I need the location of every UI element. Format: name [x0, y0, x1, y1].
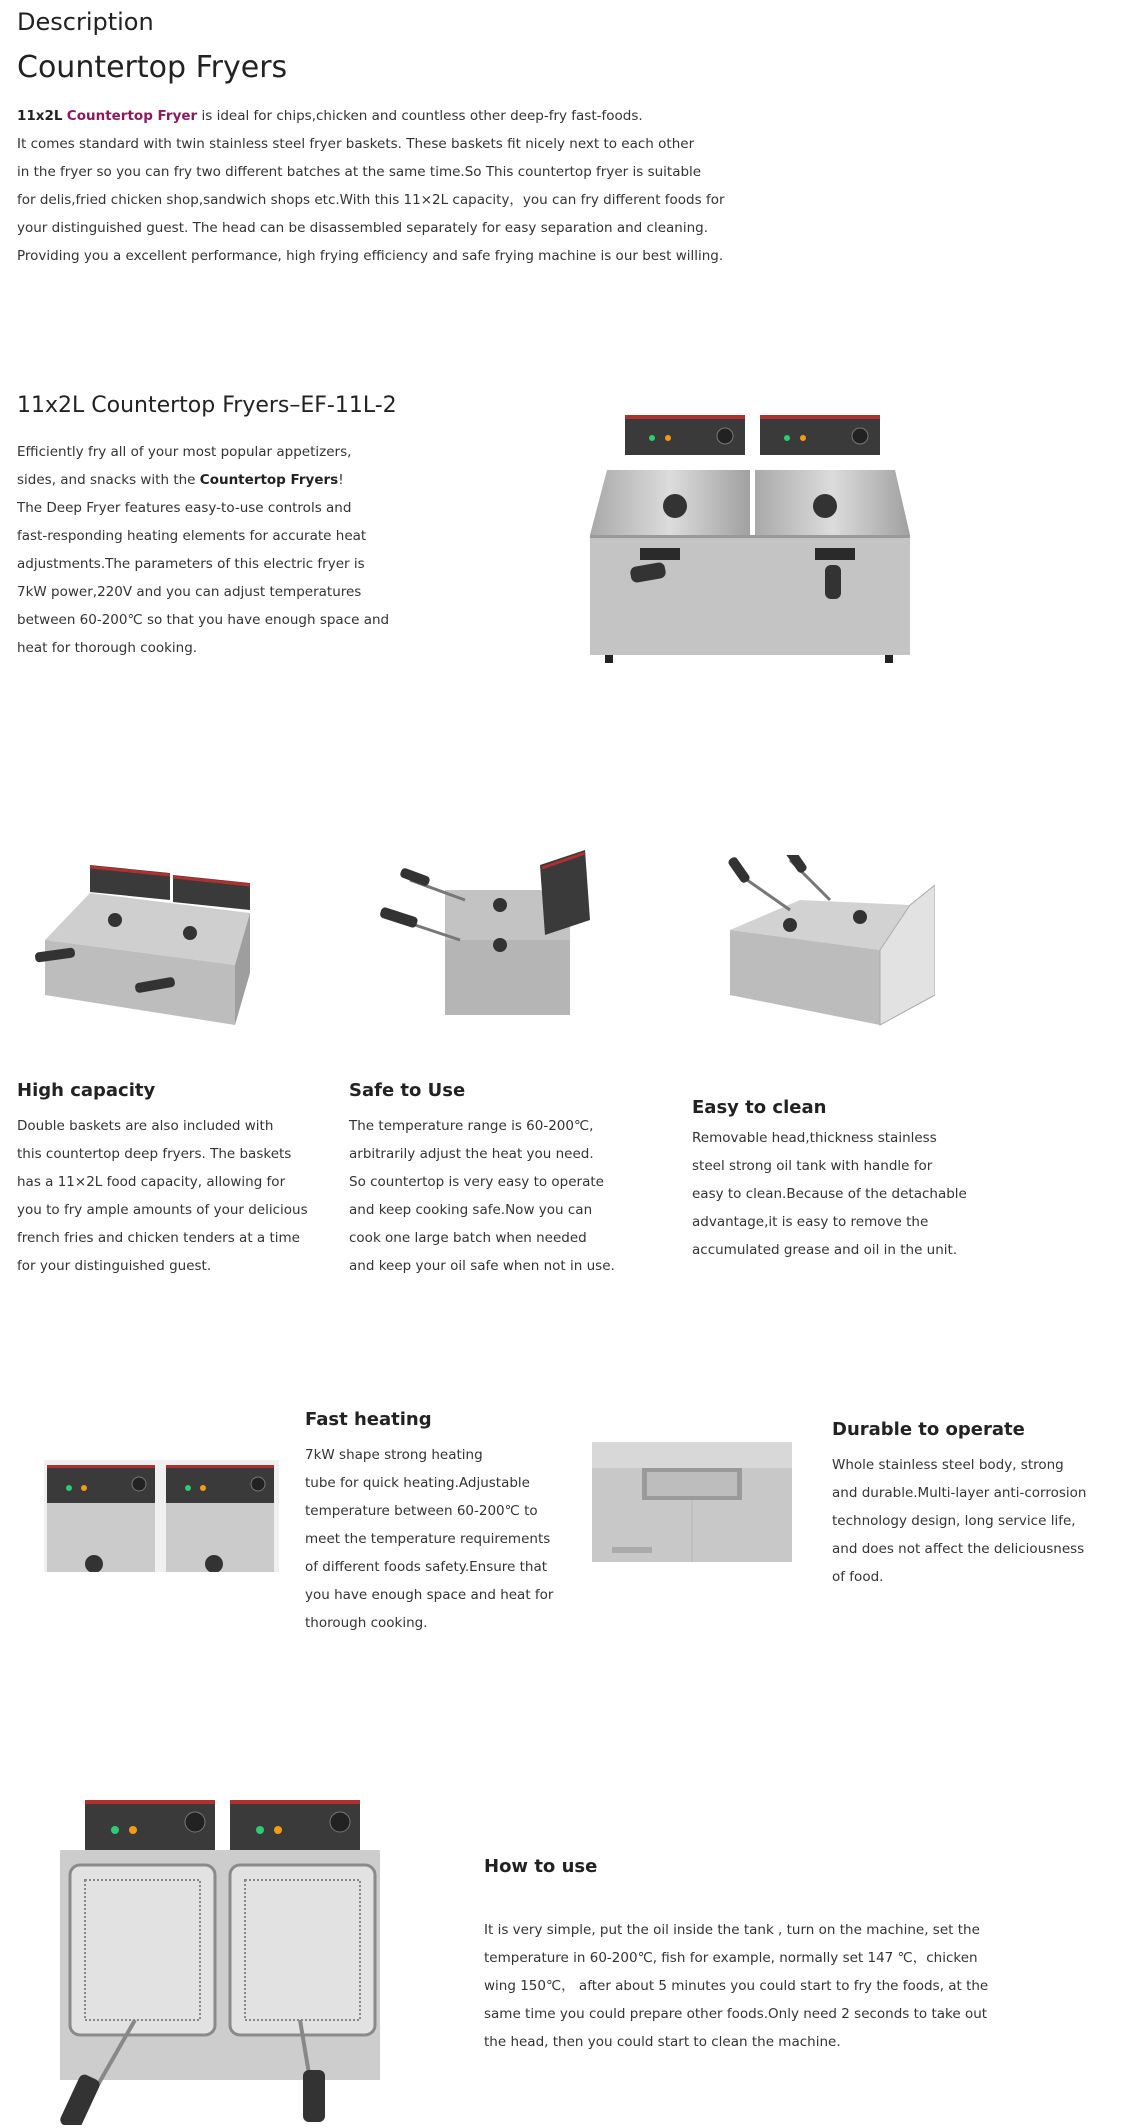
intro-line: in the fryer so you can fry two different batches at the same time.So This countertop fryer is suitable [17, 164, 702, 180]
durable-title: Durable to operate [832, 1419, 1025, 1440]
model-heading: 11x2L Countertop Fryers–EF-11L-2 [17, 393, 397, 418]
model-line: between 60-200℃ so that you have enough space and [17, 612, 390, 628]
safe-to-use-text: The temperature range is 60-200℃, arbitrarily adjust the heat you need. So countertop is very easy to operate and keep cooking safe.Now you can cook one large batch when needed and keep your oil safe when not in use. [349, 1118, 615, 1274]
how-to-use-text: It is very simple, put the oil inside the tank , turn on the machine, set the temperature in 60-200℃, fish for example, normally set 147 ℃，chicken wing 150℃， after about 5 minutes you could start to fry the foods, at the same time you could prepare other foods.Only need 2 seconds to take out the head, then you could start to clean the machine. [484, 1922, 989, 2050]
easy-to-clean-title: Easy to clean [692, 1097, 827, 1118]
countertop-fryer-link[interactable]: Countertop Fryer [66, 108, 198, 124]
model-line: fast-responding heating elements for accurate heat [17, 528, 367, 544]
intro-line: Providing you a excellent performance, high frying efficiency and safe frying machine is our best willing. [17, 248, 724, 264]
intro-lead [17, 102, 717, 130]
fast-heating-title: Fast heating [305, 1409, 432, 1430]
durable-image [592, 1442, 792, 1562]
fast-heating-image [44, 1460, 279, 1572]
fryer-open-image [710, 855, 935, 1035]
intro-line: It comes standard with twin stainless steel fryer baskets. These baskets fit nicely next to each other [17, 136, 695, 152]
high-capacity-text: Double baskets are also included with this countertop deep fryers. The baskets has a 11×2L food capacity, allowing for you to fry ample amounts of your delicious french fries and chicken tenders at a time for your distinguished guest. [17, 1118, 308, 1274]
intro-line: for delis,fried chicken shop,sandwich shops etc.With this 11×2L capacity，you can fry different foods for [17, 192, 725, 208]
countertop-fryers-bold: Countertop Fryers [199, 472, 339, 488]
easy-to-clean-text: Removable head,thickness stainless steel strong oil tank with handle for easy to clean.Because of the detachable advantage,it is easy to remove the accumulated grease and oil in the unit. [692, 1130, 967, 1258]
how-to-use-title: How to use [484, 1856, 598, 1877]
fryer-front-image [585, 410, 915, 670]
fryer-side-image [370, 850, 595, 1030]
fast-heating-text: 7kW shape strong heating tube for quick heating.Adjustable temperature between 60-200℃ to meet the temperature requirements of different foods safety.Ensure that you have enough space and heat for thorough cooking. [305, 1447, 554, 1631]
model-paragraph [17, 438, 397, 662]
model-line: sides, and snacks with the Countertop Fryers! [17, 472, 344, 488]
model-line: Efficiently fry all of your most popular appetizers, [17, 444, 352, 460]
intro-line: your distinguished guest. The head can be disassembled separately for easy separation and cleaning. [17, 220, 709, 236]
intro-lead-bold: 11x2L [17, 108, 63, 124]
model-line: adjustments.The parameters of this electric fryer is [17, 556, 365, 572]
safe-to-use-title: Safe to Use [349, 1080, 466, 1101]
fryer-angle-image [35, 855, 260, 1030]
page-title: Countertop Fryers [17, 50, 288, 85]
high-capacity-title: High capacity [17, 1080, 156, 1101]
durable-text: Whole stainless steel body, strong and durable.Multi-layer anti-corrosion technology design, long service life, and does not affect the deliciousness of food. [832, 1457, 1087, 1585]
fryer-baskets-image [55, 1800, 385, 2125]
model-line: 7kW power,220V and you can adjust temperatures [17, 584, 362, 600]
model-line: The Deep Fryer features easy-to-use controls and [17, 500, 352, 516]
intro-paragraph [17, 102, 725, 270]
model-line: heat for thorough cooking. [17, 640, 198, 656]
intro-lead-rest: is ideal for chips,chicken and countless other deep-fry fast-foods. [197, 108, 643, 124]
description-heading: Description [17, 8, 154, 36]
